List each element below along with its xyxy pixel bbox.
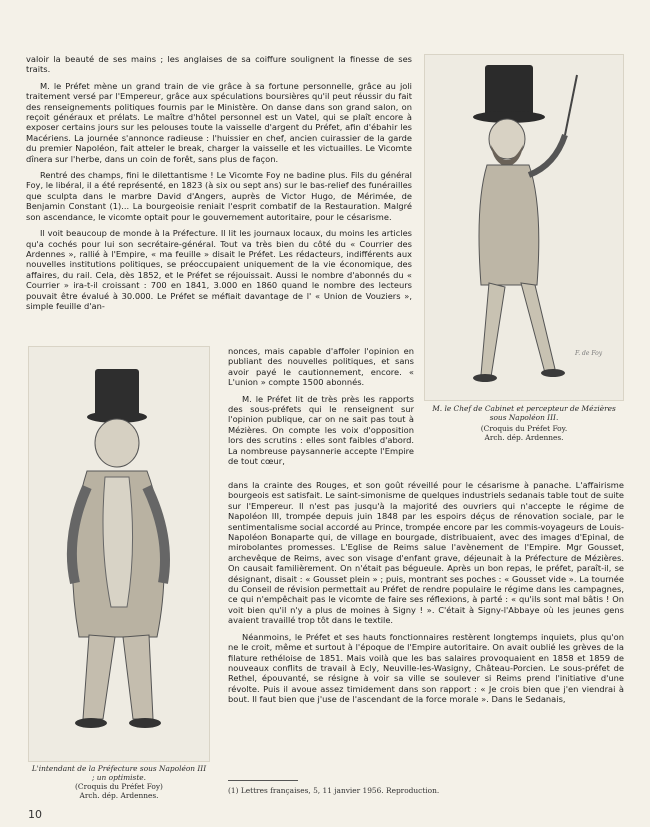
- caption-right: [428, 404, 620, 442]
- caption-title: M. le Chef de Cabinet et percepteur de Mézières sous Napoléon III.: [432, 404, 616, 422]
- paragraph: dans la crainte des Rouges, et son goût réveillé pour le césarisme à panache. L'affairisme bourgeois est satisfait. Le saint-simonisme de quelques industriels sedanais table tout de suite sur l'Empereur. Il n'est pas jusqu'à la majorité des ouvriers qui n'accepte le régime de Napoléon III, trompée depuis juin 1848 par les espoirs déçus de rénovation sociale, par le sentimentalisme social accordé au Prince, trompée encore par les commis-voyageurs de Louis-Napoléon Bonaparte qui, de village en bourgade, distribuaient, avec des images d'Epinal, de mirobolantes promesses. L'Eglise de Reims salue l'avènement de l'Empire. Mgr Gousset, archevêque de Reims, avec son visage d'enfant grave, déjeunait à la Préfecture de Mézières. On causait familièrement. On n'était pas bégueule. Après un bon repas, le préfet, paraît-il, se désignant, disait : « Gousset plein » ; puis, montrant ses poches : « Gousset vide ». La tournée du Conseil de révision permettait au Préfet de rendre populaire le régime dans les campagnes, ce qui n'empêchait pas le vicomte de faire ses réflexions, à parté : « qu'ils sont mal bâtis ! On voit bien qu'il n'y a plus de moines à Signy ! ». C'était à Signy-l'Abbaye où les jeunes gens avaient travaillé trop tôt dans le textile.: [228, 480, 624, 626]
- page-number: 10: [28, 808, 42, 821]
- caption-source: Arch. dép. Ardennes.: [79, 791, 159, 800]
- paragraph: Rentré des champs, fini le dilettantisme ! Le Vicomte Foy ne badine plus. Fils du général Foy, le libéral, il a été représenté, en 1823 (à six ou sept ans) sur le bas-relief des funérailles que sculpta dans le marbre David d'Angers, auprès de Victor Hugo, de Mérimée, de Benjamin Constant (1)... La bourgeoisie reniait l'esprit combatif de la Restauration. Malgré son ascendance, le vicomte optait pour le gouvernement autoritaire, pour le césarisme.: [26, 170, 412, 222]
- paragraph: M. le Préfet mène un grand train de vie grâce à sa fortune personnelle, grâce au joli traitement versé par l'Empereur, grâce aux spéculations boursières qu'il peut réussir du fait des renseignements politiques fournis par le Ministère. On danse dans son grand salon, on reçoit généraux et prélats. Le maître d'hôtel personnel est un Vatel, qui se plaît encore à exposer certains jours sur les pelouses toute la vaisselle d'argent du Préfet, afin d'ébahir les Macériens. La journée s'annonce radieuse : l'huissier en chef, ancien cuirassier de la garde du premier Napoléon, fait atteler le break, charger la vaisselle et les victuailles. Le Vicomte dînera sur l'herbe, dans un coin de forêt, sans plus de façon.: [26, 80, 412, 164]
- sketch-man-top-hat-icon: [425, 55, 623, 400]
- caption-left: [30, 764, 208, 800]
- paragraph: valoir la beauté de ses mains ; les anglaises de sa coiffure soulignent la finesse de ses traits.: [26, 54, 412, 75]
- paragraph: M. le Préfet lit de très près les rapports des sous-préfets qui le renseignent sur l'opinion publique, car on ne sait pas tout à Mézières. On compte les voix d'opposition lors des scrutins : elles sont faibles d'abord. La nombreuse paysannerie accepte l'Empire de tout cœur,: [228, 393, 414, 467]
- sketch-chef-de-cabinet: [424, 54, 624, 401]
- paragraph: Néanmoins, le Préfet et ses hauts fonctionnaires restèrent longtemps inquiets, plus qu'on ne le croit, même et surtout à l'époque de l'Empire autoritaire. On avait oublié les grèves de la filature rethéloise de 1851. Mais voilà que les bas salaires provoquaient en 1858 et 1859 de nouveaux conflits de travail à Ecly, Neuville-les-Wasigny, Château-Porcien. Le sous-préfet de Rethel, épouvanté, se résigne à voir sa ville se soulever si Reims prend l'initiative d'une révolte. Puis il avoue assez timidement dans son rapport : « Je crois bien que j'en viendrai à bout. Il faut bien que j'use de l'ascendant de la force morale ». Dans le Sedanais,: [228, 631, 624, 705]
- paragraph: Il voit beaucoup de monde à la Préfecture. Il lit les journaux locaux, du moins les articles qu'a cochés pour lui son secrétaire-général. Tout va très bien du côté du « Courrier des Ardennes », rallié à l'Empire, « ma feuille » disait le Préfet. Les rédacteurs, indifférents aux nouvelles institutions politiques, se préoccupaient uniquement de la vie économique, des affaires, du rail. Cela, dès 1852, et le Préfet se réjouissait. Aussi le nombre d'abonnés du « Courrier » ira-t-il croissant : 700 en 1841, 3.000 en 1860 quand le nombre des lecteurs pouvait être évalué à 30.000. Le Préfet se méfiait davantage de l' « Union de Vouziers », simple feuille d'an-: [26, 228, 412, 311]
- caption-source: (Croquis du Préfet Foy.: [480, 424, 568, 433]
- paragraph: nonces, mais capable d'affoler l'opinion en publiant des nouvelles politiques, et sans avoir payé le cautionnement, encore. « L'union » compte 1500 abonnés.: [228, 346, 414, 388]
- sketch-stout-man-icon: [29, 347, 209, 761]
- text-column-middle: [228, 346, 414, 472]
- footnote-rule: [228, 780, 298, 781]
- sketch-signature: F. de Foy: [575, 350, 603, 357]
- caption-source: Arch. dép. Ardennes.: [484, 433, 564, 442]
- text-column-bottom: [228, 480, 624, 711]
- text-column-top: [26, 54, 412, 317]
- caption-title: L'intendant de la Préfecture sous Napoléon III ; un optimiste.: [31, 764, 207, 782]
- footnote: (1) Lettres françaises, 5, 11 janvier 1956. Reproduction.: [228, 786, 440, 795]
- sketch-intendant: [28, 346, 210, 762]
- caption-source: (Croquis du Préfet Foy): [75, 782, 163, 791]
